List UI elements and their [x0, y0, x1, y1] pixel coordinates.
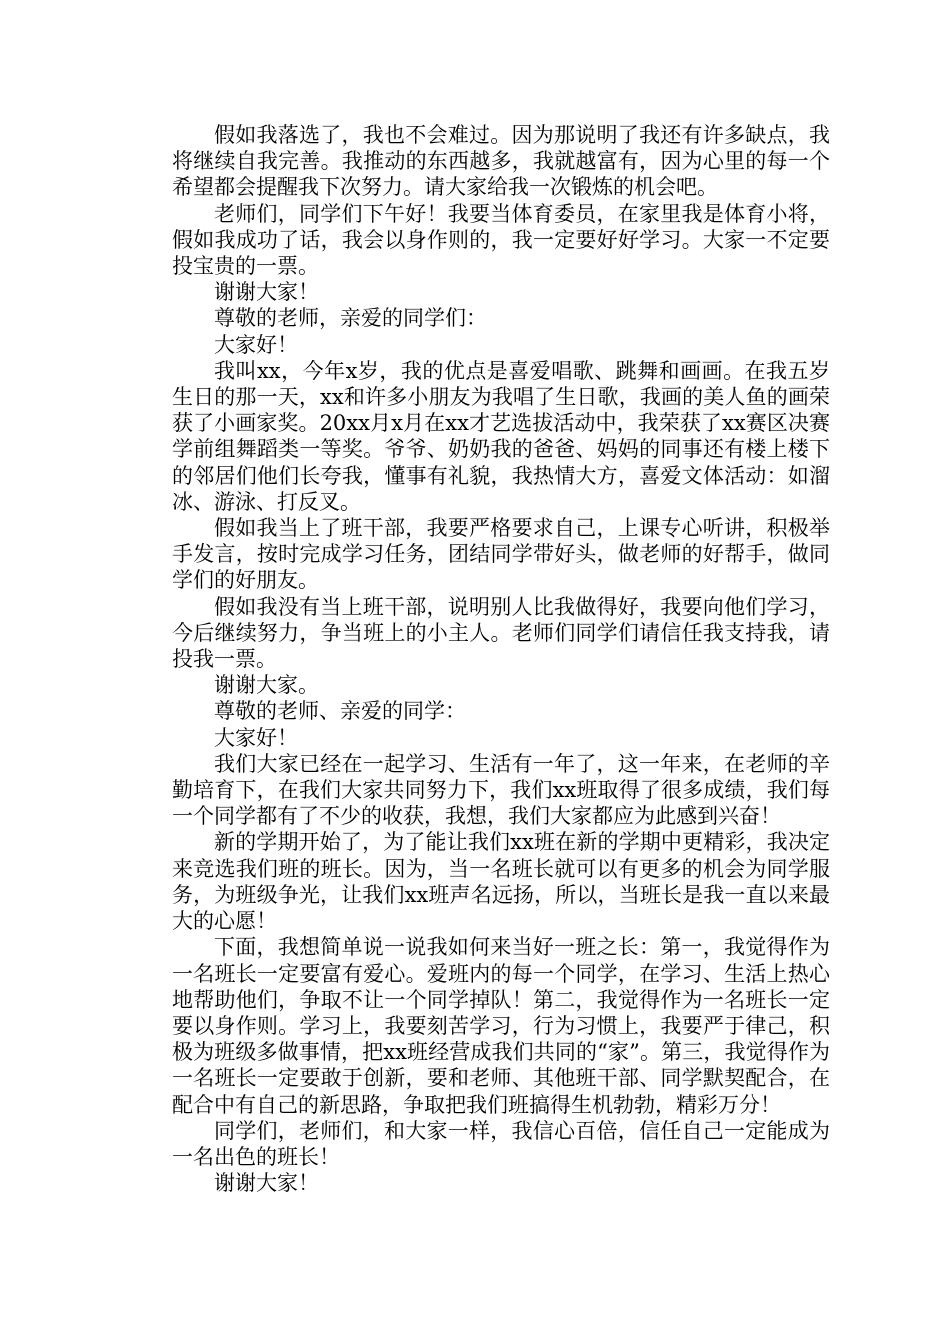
paragraph-11: 大家好！ [214, 725, 298, 750]
paragraph-6: 我叫xx，今年x岁，我的优点是喜爱唱歌、跳舞和画画。在我五岁生日的那一天，xx和许多小朋友为我唱了生日歌，我画的美人鱼的画荣获了小画家奖。20xx月x月在xx才艺选拔活动中，我荣获了xx赛区决赛学前组舞蹈类一等奖。爷爷、奶奶我的爸爸、妈妈的同事还有楼上楼下的邻居们他们长夸我，懂事有礼貌，我热情大方，喜爱文体活动：如溜冰、游泳、打反叉。 [172, 358, 830, 514]
paragraph-10: 尊敬的老师、亲爱的同学： [214, 699, 466, 724]
paragraph-16: 谢谢大家！ [214, 1171, 319, 1196]
paragraph-14: 下面，我想简单说一说我如何来当好一班之长：第一，我觉得作为一名班长一定要富有爱心。爱班内的每一个同学，在学习、生活上热心地帮助他们，争取不让一个同学掉队！第二，我觉得作为一名班长一定要以身作则。学习上，我要刻苦学习，行为习惯上，我要严于律己，积极为班级多做事情，把xx班经营成我们共同的“家”。第三，我觉得作为一名班长一定要敢于创新，要和老师、其他班干部、同学默契配合，在配合中有自己的新思路，争取把我们班搞得生机勃勃，精彩万分！ [172, 935, 830, 1117]
paragraph-15: 同学们，老师们，和大家一样，我信心百倍，信任自己一定能成为一名出色的班长！ [172, 1118, 830, 1169]
paragraph-3: 谢谢大家！ [214, 280, 319, 305]
paragraph-9: 谢谢大家。 [214, 673, 319, 698]
paragraph-1: 假如我落选了，我也不会难过。因为那说明了我还有许多缺点，我将继续自我完善。我推动的东西越多，我就越富有，因为心里的每一个希望都会提醒我下次努力。请大家给我一次锻炼的机会吧。 [172, 123, 830, 200]
paragraph-2: 老师们，同学们下午好！我要当体育委员，在家里我是体育小将，假如我成功了话，我会以身作则的，我一定要好好学习。大家一不定要投宝贵的一票。 [172, 201, 830, 279]
paragraph-5: 大家好！ [214, 332, 298, 357]
paragraph-8: 假如我没有当上班干部，说明别人比我做得好，我要向他们学习，今后继续努力，争当班上的小主人。老师们同学们请信任我支持我，请投我一票。 [172, 594, 830, 672]
paragraph-4: 尊敬的老师，亲爱的同学们： [214, 306, 487, 331]
document-body [172, 122, 830, 1196]
paragraph-12: 我们大家已经在一起学习、生活有一年了，这一年来，在老师的辛勤培育下，在我们大家共同努力下，我们xx班取得了很多成绩，我们每一个同学都有了不少的收获，我想，我们大家都应为此感到兴奋！ [172, 751, 830, 829]
paragraph-7: 假如我当上了班干部，我要严格要求自己，上课专心听讲，积极举手发言，按时完成学习任务，团结同学带好头，做老师的好帮手，做同学们的好朋友。 [172, 516, 830, 593]
paragraph-13: 新的学期开始了，为了能让我们xx班在新的学期中更精彩，我决定来竞选我们班的班长。因为，当一名班长就可以有更多的机会为同学服务，为班级争光，让我们xx班声名远扬，所以，当班长是我一直以来最大的心愿！ [172, 830, 830, 934]
